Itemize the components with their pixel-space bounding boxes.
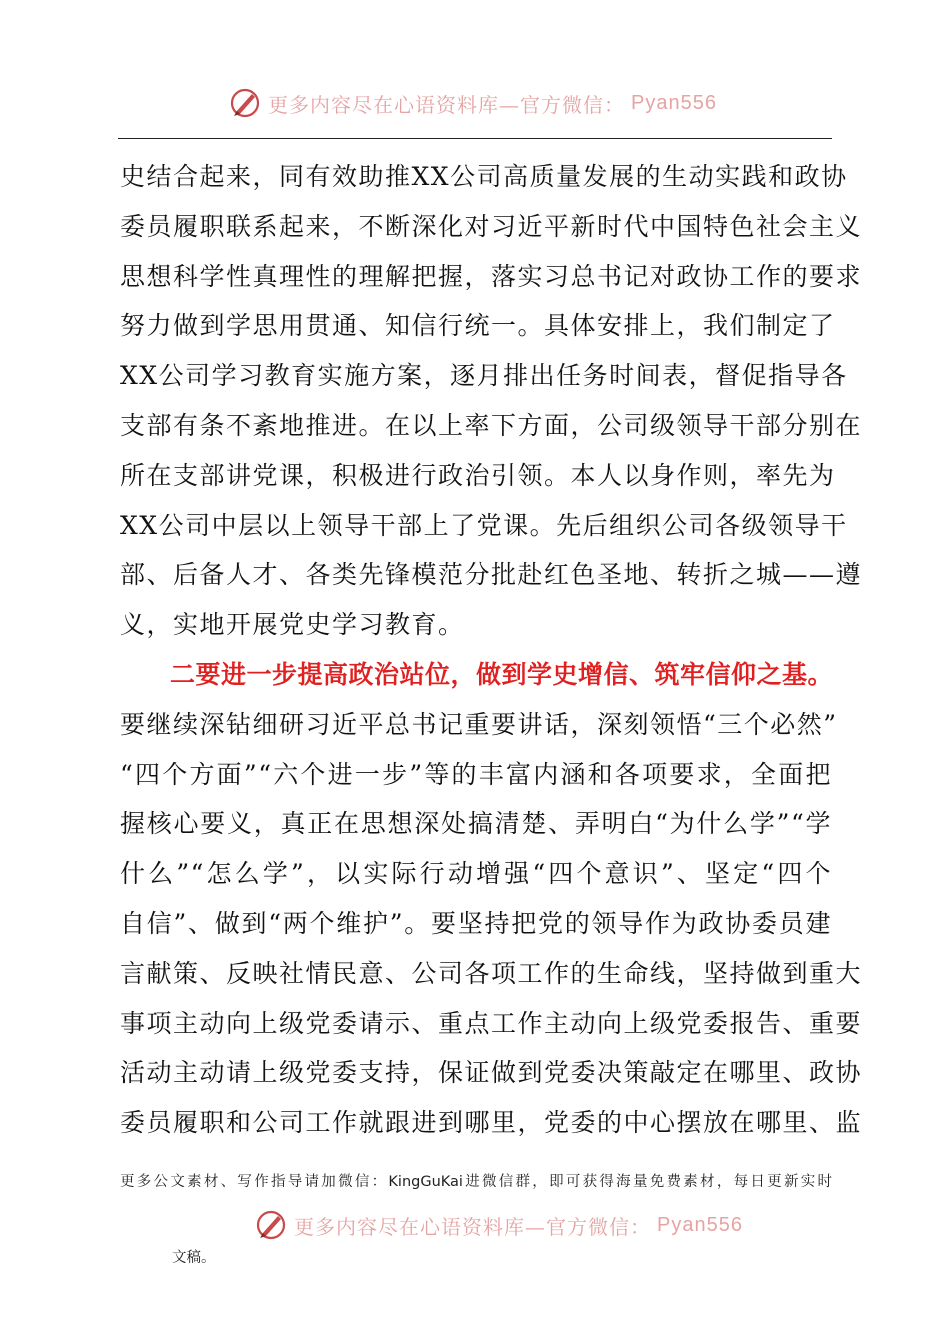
footer-note: 更多公文素材、写作指导请加微信：KingGuKai进微信群，即可获得海量免费素材，每日更新实时 (120, 1174, 832, 1190)
text-line: XX公司中层以上领导干部上了党课。先后组织公司各级领导干 (120, 510, 848, 540)
text-line: 支部有条不紊地推进。在以上率下方面，公司级领导干部分别在 (120, 410, 863, 440)
section-heading: 二要进一步提高政治站位，做到学史增信、筑牢信仰之基。 (170, 659, 834, 689)
header-divider (118, 138, 832, 139)
text-line: 什么”“怎么学”，以实际行动增强“四个意识”、坚定“四个 (120, 859, 832, 889)
text-line: 努力做到学思用贯通、知信行统一。具体安排上，我们制定了 (120, 311, 836, 341)
pen-logo-icon (254, 1208, 288, 1242)
text-line: 要继续深钻细研习近平总书记重要讲话，深刻领悟“三个必然” (120, 709, 838, 739)
text-line: 活动主动请上级党委支持，保证做到党委决策敲定在哪里、政协 (120, 1058, 863, 1088)
watermark-top (228, 86, 717, 120)
document-body (120, 152, 863, 1148)
text-line: 史结合起来，同有效助推XX公司高质量发展的生动实践和政协 (120, 162, 848, 191)
text-line: 委员履职联系起来，不断深化对习近平新时代中国特色社会主义 (120, 211, 863, 241)
text-line: 握核心要义，真正在思想深处搞清楚、弄明白“为什么学”“学 (120, 809, 832, 839)
watermark-bottom (254, 1208, 743, 1242)
watermark-text: 更多内容尽在心语资料库—官方微信： (294, 1214, 651, 1239)
footer-note-continued: 文稿。 (172, 1250, 216, 1266)
text-line: “四个方面”“六个进一步”等的丰富内涵和各项要求，全面把 (120, 759, 832, 789)
text-line: 部、后备人才、各类先锋模范分批赴红色圣地、转折之城——遵 (120, 560, 863, 590)
text-line: 所在支部讲党课，积极进行政治引领。本人以身作则，率先为 (120, 460, 836, 490)
text-line: 事项主动向上级党委请示、重点工作主动向上级党委报告、重要 (120, 1008, 863, 1038)
watermark-handle: Pyan556 (657, 1213, 743, 1236)
text-line: 思想科学性真理性的理解把握，落实习总书记对政协工作的要求 (120, 261, 863, 291)
watermark-text: 更多内容尽在心语资料库—官方微信： (268, 92, 625, 117)
watermark-handle: Pyan556 (631, 91, 717, 114)
text-line: 义，实地开展党史学习教育。 (120, 610, 465, 640)
pen-logo-icon (228, 86, 262, 120)
text-line: 委员履职和公司工作就跟进到哪里，党委的中心摆放在哪里、监 (120, 1108, 863, 1138)
text-line: 言献策、反映社情民意、公司各项工作的生命线，坚持做到重大 (120, 958, 863, 988)
text-line: 自信”、做到“两个维护”。要坚持把党的领导作为政协委员建 (120, 908, 832, 938)
text-line: XX公司学习教育实施方案，逐月排出任务时间表，督促指导各 (120, 361, 848, 391)
